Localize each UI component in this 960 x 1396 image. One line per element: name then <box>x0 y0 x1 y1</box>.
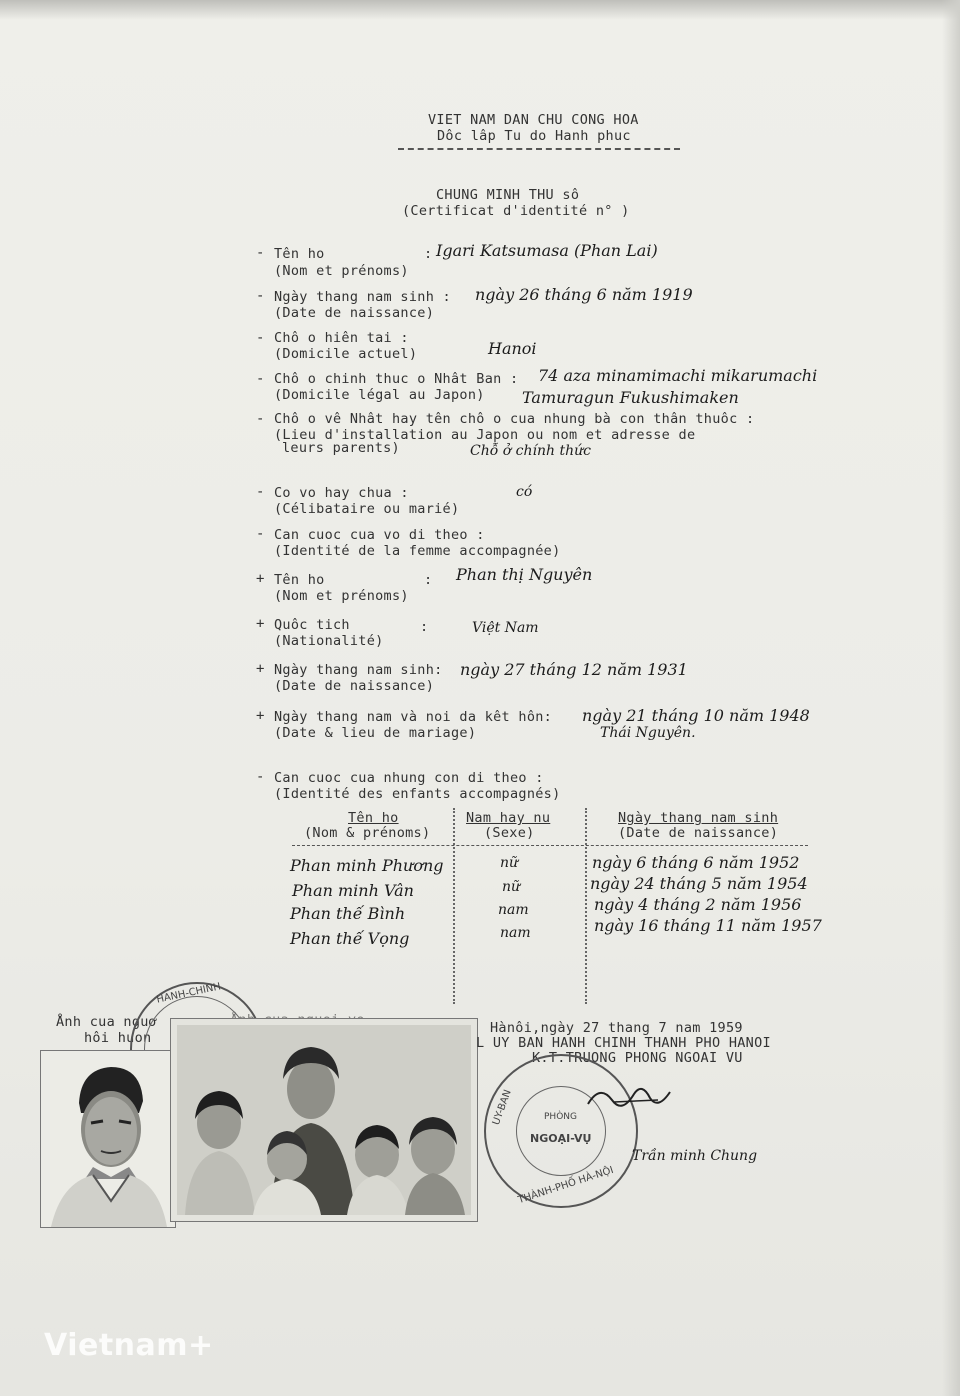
marriage-label-vn: Ngày thang nam và noi da kêt hôn: <box>274 709 553 725</box>
page-top-edge <box>0 0 960 20</box>
header-rule <box>398 148 680 150</box>
wife-dob-label-fr: (Date de naissance) <box>274 678 435 694</box>
marital-value: có <box>516 484 533 500</box>
child-sex: nam <box>498 902 529 918</box>
bullet-dash: - <box>256 769 265 785</box>
photo-label-holder-1: Ånh cua nguơ <box>56 1014 158 1030</box>
name-label-fr: (Nom et prénoms) <box>274 263 409 279</box>
vietnamplus-watermark: Vietnam+ <box>44 1328 214 1363</box>
motto: Dôc lâp Tu do Hanh phuc <box>437 128 631 144</box>
child-dob: ngày 24 tháng 5 năm 1954 <box>590 874 808 893</box>
nationality-value: Việt Nam <box>472 620 539 636</box>
signature-scribble <box>584 1080 674 1116</box>
wife-dob-label-vn: Ngày thang nam sinh: <box>274 662 443 678</box>
official-stamp-left: HANH-CHINH <box>130 982 264 1116</box>
table-header-dob-vn: Ngày thang nam sinh <box>618 810 779 826</box>
wife-dob-value: ngày 27 tháng 12 năm 1931 <box>460 660 688 679</box>
bullet-dash: - <box>256 484 265 500</box>
table-header-rule <box>292 845 808 846</box>
child-dob: ngày 6 tháng 6 năm 1952 <box>592 853 800 872</box>
name-label-vn: Tên ho <box>274 246 325 262</box>
place-date: Hànôi,ngày 27 thang 7 nam 1959 <box>490 1020 743 1036</box>
marriage-value-line1: ngày 21 tháng 10 năm 1948 <box>582 706 810 725</box>
certificate-title-fr: (Certificat d'identité n° ) <box>402 203 630 219</box>
bullet-plus: + <box>256 661 265 677</box>
children-label-fr: (Identité des enfants accompagnés) <box>274 786 561 802</box>
child-name: Phan minh Phương <box>290 856 444 875</box>
colon: : <box>420 619 429 635</box>
legal-value-line2: Tamuragun Fukushimaken <box>522 388 739 407</box>
nationality-label-vn: Quôc tich <box>274 617 350 633</box>
official-stamp-right: PHÒNG NGOẠI-VỤ UY-BAN THÀNH-PHỐ HÀ-NỘI <box>484 1054 638 1208</box>
legal-label-fr: (Domicile légal au Japon) <box>274 387 485 403</box>
bullet-dash: - <box>256 411 265 427</box>
child-dob: ngày 4 tháng 2 năm 1956 <box>594 895 802 914</box>
bullet-dash: - <box>256 330 265 346</box>
wife-name-label-vn: Tên ho <box>274 572 325 588</box>
legal-label-vn: Chô o chinh thuc o Nhât Ban : <box>274 371 519 387</box>
republic-heading: VIET NAM DAN CHU CONG HOA <box>428 112 639 128</box>
bullet-plus: + <box>256 708 265 724</box>
child-name: Phan minh Vân <box>292 881 414 900</box>
authority-line-2: K.T.TRUONG PHONG NGOAI VU <box>532 1050 743 1066</box>
bullet-dash: - <box>256 245 265 261</box>
table-header-name-fr: (Nom & prénoms) <box>304 825 431 841</box>
wife-label-vn: Can cuoc cua vo di theo : <box>274 527 485 543</box>
colon: : <box>424 572 433 588</box>
install-value: Chỗ ở chính thức <box>470 443 591 459</box>
install-label-fr-1: (Lieu d'installation au Japon ou nom et adresse de <box>274 427 696 443</box>
install-label-fr-2: leurs parents) <box>282 440 400 456</box>
holder-photo <box>40 1050 176 1228</box>
name-value: Igari Katsumasa (Phan Lai) <box>436 241 658 260</box>
bullet-dash: - <box>256 526 265 542</box>
dob-label-vn: Ngày thang nam sinh : <box>274 289 451 305</box>
child-name: Phan thế Bình <box>290 904 406 923</box>
wife-label-fr: (Identité de la femme accompagnée) <box>274 543 561 559</box>
child-sex: nữ <box>500 855 519 871</box>
marriage-label-fr: (Date & lieu de mariage) <box>274 725 477 741</box>
table-header-sex-vn: Nam hay nu <box>466 810 551 826</box>
colon: : <box>424 246 433 262</box>
child-dob: ngày 16 tháng 11 năm 1957 <box>594 916 822 935</box>
family-photo <box>170 1018 478 1222</box>
bullet-plus: + <box>256 616 265 632</box>
children-label-vn: Can cuoc cua nhung con di theo : <box>274 770 544 786</box>
domicile-value: Hanoi <box>488 339 537 358</box>
nationality-label-fr: (Nationalité) <box>274 633 384 649</box>
photo-label-holder-2: hôi huon <box>84 1030 152 1046</box>
table-header-dob-fr: (Date de naissance) <box>618 825 779 841</box>
authority-line-1: L UY BAN HANH CHINH THANH PHO HANOI <box>476 1035 771 1051</box>
table-header-name-vn: Tên ho <box>348 810 399 826</box>
table-header-sex-fr: (Sexe) <box>484 825 535 841</box>
table-column-divider <box>585 808 587 1004</box>
bullet-plus: + <box>256 571 265 587</box>
child-sex: nữ <box>502 879 521 895</box>
family-portrait-image <box>171 1019 477 1221</box>
marital-label-fr: (Célibataire ou marié) <box>274 501 460 517</box>
dob-value: ngày 26 tháng 6 năm 1919 <box>475 285 693 304</box>
wife-name-label-fr: (Nom et prénoms) <box>274 588 409 604</box>
marital-label-vn: Co vo hay chua : <box>274 485 409 501</box>
domicile-label-fr: (Domicile actuel) <box>274 346 418 362</box>
wife-name-value: Phan thị Nguyên <box>456 565 593 584</box>
man-portrait-image <box>41 1051 175 1227</box>
bullet-dash: - <box>256 371 265 387</box>
marriage-value-line2: Thái Nguyên. <box>600 725 696 741</box>
signatory-name: Trần minh Chung <box>632 1148 758 1164</box>
table-column-divider <box>453 808 455 1004</box>
child-sex: nam <box>500 925 531 941</box>
domicile-label-vn: Chô o hiên tai : <box>274 330 409 346</box>
install-label-vn: Chô o vê Nhât hay tên chô o cua nhung bà con thân thuôc : <box>274 411 755 427</box>
bullet-dash: - <box>256 288 265 304</box>
page-right-edge <box>942 0 960 1396</box>
legal-value-line1: 74 aza minamimachi mikarumachi <box>538 366 818 385</box>
certificate-title-vn: CHUNG MINH THU sô <box>436 187 580 203</box>
dob-label-fr: (Date de naissance) <box>274 305 435 321</box>
child-name: Phan thế Vọng <box>290 929 410 948</box>
